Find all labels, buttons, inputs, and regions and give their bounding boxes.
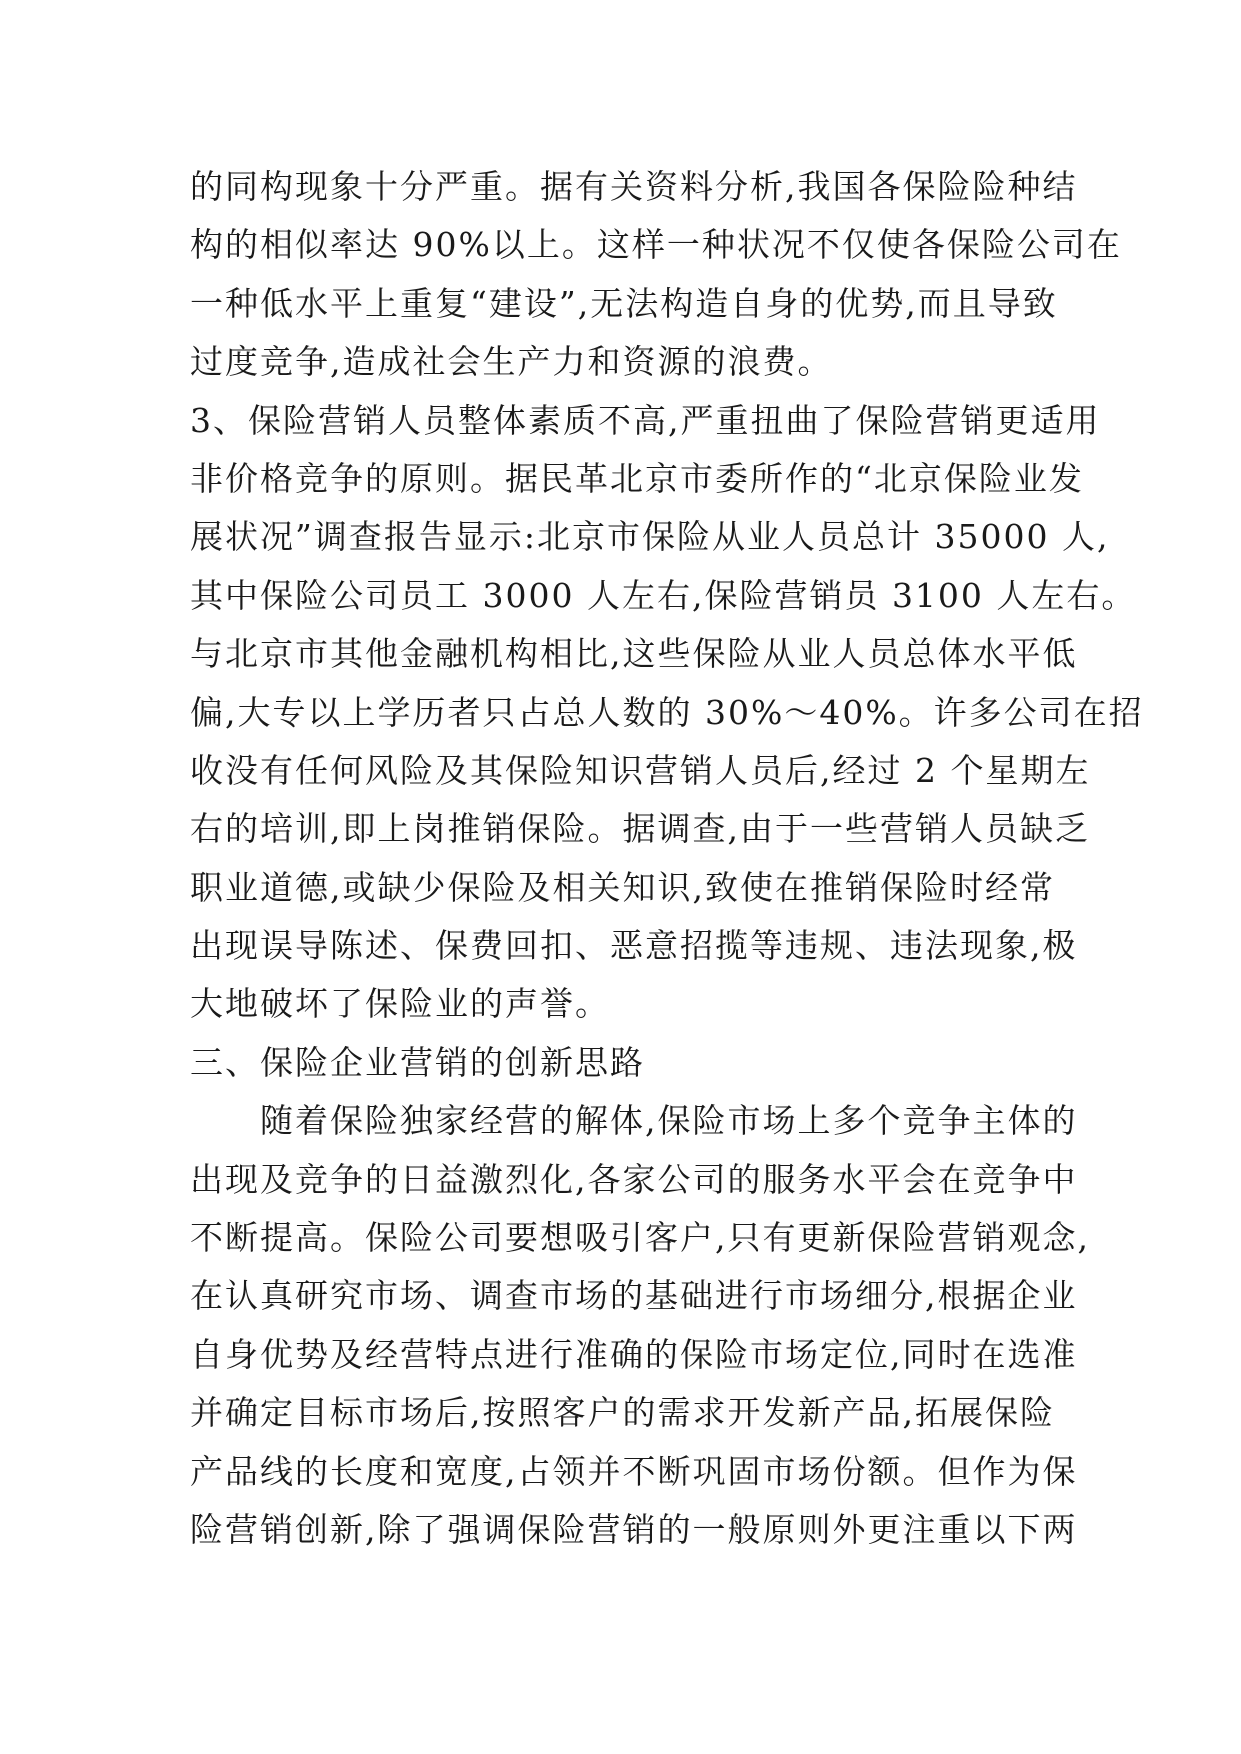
text-line: 并确定目标市场后,按照客户的需求开发新产品,拓展保险: [190, 1393, 1055, 1433]
text-line: 职业道德,或缺少保险及相关知识,致使在推销保险时经常: [190, 867, 1055, 907]
text-line: 一种低水平上重复“建设”,无法构造自身的优势,而且导致: [190, 283, 1058, 323]
text-line: 在认真研究市场、调查市场的基础进行市场细分,根据企业: [190, 1276, 1078, 1316]
text-line: 与北京市其他金融机构相比,这些保险从业人员总体水平低: [190, 634, 1078, 674]
text-line: 构的相似率达 90%以上。这样一种状况不仅使各保险公司在: [190, 225, 1122, 265]
text-line: 险营销创新,除了强调保险营销的一般原则外更注重以下两: [190, 1509, 1078, 1549]
list-item-text-line: 3、保险营销人员整体素质不高,严重扭曲了保险营销更适用: [190, 400, 1101, 440]
text-line: 偏,大专以上学历者只占总人数的 30%～40%。许多公司在招: [190, 692, 1144, 732]
text-line: 出现及竞争的日益激烈化,各家公司的服务水平会在竞争中: [190, 1159, 1078, 1199]
body-text: [190, 158, 1144, 1559]
paragraph-first-line: 随着保险独家经营的解体,保险市场上多个竞争主体的: [190, 1101, 1078, 1141]
text-line: 过度竞争,造成社会生产力和资源的浪费。: [190, 342, 833, 382]
text-line: 产品线的长度和宽度,占领并不断巩固市场份额。但作为保: [190, 1451, 1078, 1491]
text-line: 非价格竞争的原则。据民革北京市委所作的“北京保险业发: [190, 458, 1084, 498]
text-line: 出现误导陈述、保费回扣、恶意招揽等违规、违法现象,极: [190, 926, 1078, 966]
text-line: 右的培训,即上岗推销保险。据调查,由于一些营销人员缺乏: [190, 809, 1090, 849]
section-heading: 三、保险企业营销的创新思路: [190, 1042, 645, 1082]
text-line: 其中保险公司员工 3000 人左右,保险营销员 3100 人左右。: [190, 575, 1137, 615]
text-line: 不断提高。保险公司要想吸引客户,只有更新保险营销观念,: [190, 1218, 1090, 1258]
text-line: 的同构现象十分严重。据有关资料分析,我国各保险险种结: [190, 167, 1078, 206]
text-line: 大地破坏了保险业的声誉。: [190, 984, 610, 1024]
text-line: 自身优势及经营特点进行准确的保险市场定位,同时在选准: [190, 1334, 1078, 1374]
text-line: 展状况”调查报告显示:北京市保险从业人员总计 35000 人,: [190, 517, 1110, 557]
text-line: 收没有任何风险及其保险知识营销人员后,经过 2 个星期左: [190, 750, 1091, 790]
